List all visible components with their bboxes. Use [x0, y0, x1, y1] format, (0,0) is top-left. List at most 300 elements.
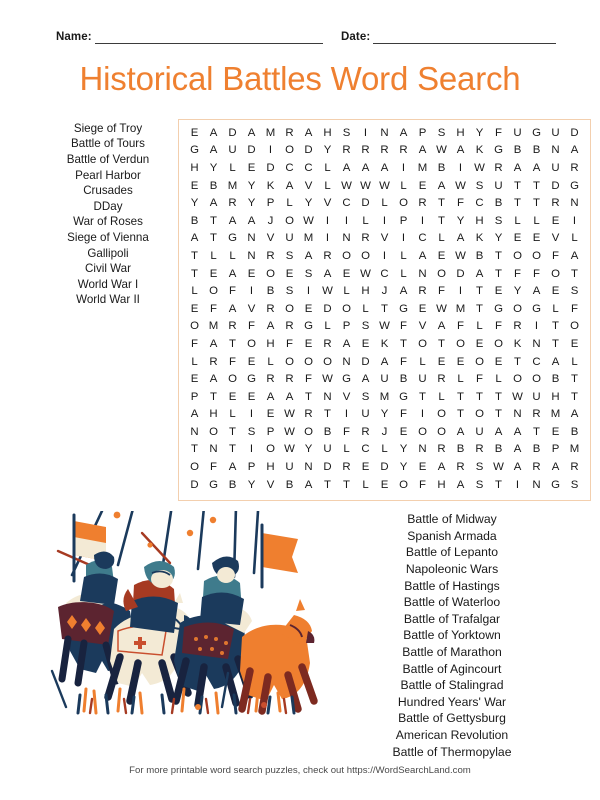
grid-cell[interactable]: T [571, 373, 578, 386]
grid-cell[interactable]: D [361, 197, 370, 210]
grid-cell[interactable]: L [381, 197, 388, 210]
grid-cell[interactable]: N [247, 232, 256, 245]
grid-cell[interactable]: R [494, 161, 503, 174]
grid-cell[interactable]: R [437, 373, 446, 386]
grid-cell[interactable]: O [399, 478, 408, 491]
grid-cell[interactable]: R [532, 408, 541, 421]
grid-cell[interactable]: W [455, 249, 466, 262]
grid-cell[interactable]: T [495, 478, 502, 491]
grid-cell[interactable]: Y [456, 214, 465, 227]
grid-cell[interactable]: Y [190, 197, 199, 210]
grid-cell[interactable]: J [381, 285, 388, 298]
grid-cell[interactable]: O [532, 373, 541, 386]
grid-cell[interactable]: A [266, 320, 275, 333]
grid-cell[interactable]: B [456, 443, 465, 456]
grid-cell[interactable]: H [361, 285, 370, 298]
grid-cell[interactable]: A [456, 144, 465, 157]
grid-cell[interactable]: B [494, 197, 503, 210]
grid-cell[interactable]: V [342, 390, 351, 403]
grid-cell[interactable]: I [249, 285, 254, 298]
grid-cell[interactable]: R [266, 373, 275, 386]
grid-cell[interactable]: G [304, 320, 313, 333]
grid-cell[interactable]: E [361, 461, 370, 474]
grid-cell[interactable]: A [399, 285, 408, 298]
grid-cell[interactable]: T [552, 320, 559, 333]
grid-cell[interactable]: T [533, 197, 540, 210]
grid-cell[interactable]: B [513, 144, 522, 157]
grid-cell[interactable]: V [551, 232, 560, 245]
grid-cell[interactable]: I [325, 214, 330, 227]
grid-cell[interactable]: D [247, 144, 256, 157]
grid-cell[interactable]: A [456, 478, 465, 491]
grid-cell[interactable]: R [437, 443, 446, 456]
grid-cell[interactable]: G [494, 302, 503, 315]
grid-cell[interactable]: E [475, 337, 484, 350]
grid-cell[interactable]: E [304, 302, 313, 315]
grid-cell[interactable]: V [247, 302, 256, 315]
grid-cell[interactable]: O [475, 408, 484, 421]
grid-cell[interactable]: W [303, 214, 314, 227]
grid-cell[interactable]: A [570, 408, 579, 421]
grid-cell[interactable]: U [285, 461, 294, 474]
grid-cell[interactable]: A [532, 161, 541, 174]
grid-cell[interactable]: H [266, 337, 275, 350]
grid-cell[interactable]: L [400, 249, 407, 262]
grid-cell[interactable]: N [247, 249, 256, 262]
grid-cell[interactable]: L [362, 302, 369, 315]
grid-cell[interactable]: N [570, 197, 579, 210]
grid-cell[interactable]: E [532, 232, 541, 245]
grid-cell[interactable]: I [306, 285, 311, 298]
grid-cell[interactable]: F [343, 425, 350, 438]
grid-cell[interactable]: T [210, 232, 217, 245]
grid-cell[interactable]: O [513, 373, 522, 386]
grid-cell[interactable]: E [190, 302, 199, 315]
grid-cell[interactable]: N [418, 443, 427, 456]
grid-cell[interactable]: T [514, 355, 521, 368]
grid-cell[interactable]: S [570, 285, 579, 298]
grid-cell[interactable]: A [494, 425, 503, 438]
grid-cell[interactable]: I [363, 126, 368, 139]
grid-cell[interactable]: A [437, 461, 446, 474]
grid-cell[interactable]: E [304, 337, 313, 350]
grid-cell[interactable]: Y [380, 408, 389, 421]
grid-cell[interactable]: T [457, 408, 464, 421]
grid-cell[interactable]: N [342, 355, 351, 368]
grid-cell[interactable]: U [513, 126, 522, 139]
grid-cell[interactable]: L [229, 161, 236, 174]
grid-cell[interactable]: S [342, 126, 351, 139]
grid-cell[interactable]: E [190, 126, 199, 139]
grid-cell[interactable]: T [400, 337, 407, 350]
grid-cell[interactable]: T [571, 267, 578, 280]
grid-cell[interactable]: D [190, 478, 199, 491]
grid-cell[interactable]: D [304, 144, 313, 157]
grid-cell[interactable]: L [229, 408, 236, 421]
grid-cell[interactable]: O [285, 355, 294, 368]
grid-cell[interactable]: I [420, 408, 425, 421]
grid-cell[interactable]: A [304, 126, 313, 139]
grid-cell[interactable]: O [570, 320, 579, 333]
grid-cell[interactable]: W [493, 461, 504, 474]
grid-cell[interactable]: T [343, 478, 350, 491]
grid-cell[interactable]: R [266, 302, 275, 315]
grid-cell[interactable]: H [323, 126, 332, 139]
grid-cell[interactable]: H [551, 390, 560, 403]
grid-cell[interactable]: D [323, 461, 332, 474]
grid-cell[interactable]: S [304, 267, 313, 280]
grid-cell[interactable]: S [570, 478, 579, 491]
grid-cell[interactable]: L [324, 179, 331, 192]
grid-cell[interactable]: N [532, 478, 541, 491]
grid-cell[interactable]: G [570, 179, 579, 192]
grid-cell[interactable]: U [494, 179, 503, 192]
grid-cell[interactable]: F [305, 373, 312, 386]
grid-cell[interactable]: N [551, 144, 560, 157]
grid-cell[interactable]: T [495, 408, 502, 421]
grid-cell[interactable]: E [342, 267, 351, 280]
grid-cell[interactable]: O [437, 267, 446, 280]
grid-cell[interactable]: U [285, 232, 294, 245]
grid-cell[interactable]: B [437, 161, 446, 174]
grid-cell[interactable]: T [438, 197, 445, 210]
grid-cell[interactable]: S [361, 320, 370, 333]
grid-cell[interactable]: K [380, 337, 389, 350]
grid-cell[interactable]: A [513, 461, 522, 474]
grid-cell[interactable]: G [532, 126, 541, 139]
grid-cell[interactable]: W [436, 302, 447, 315]
grid-cell[interactable]: U [551, 126, 560, 139]
grid-cell[interactable]: T [495, 249, 502, 262]
grid-cell[interactable]: T [476, 302, 483, 315]
grid-cell[interactable]: F [457, 320, 464, 333]
grid-cell[interactable]: T [229, 425, 236, 438]
grid-cell[interactable]: F [191, 337, 198, 350]
grid-cell[interactable]: T [552, 337, 559, 350]
grid-cell[interactable]: O [285, 144, 294, 157]
grid-cell[interactable]: O [228, 373, 237, 386]
grid-cell[interactable]: O [513, 302, 522, 315]
grid-cell[interactable]: D [266, 161, 275, 174]
grid-cell[interactable]: A [551, 355, 560, 368]
grid-cell[interactable]: M [227, 179, 238, 192]
grid-cell[interactable]: W [379, 320, 390, 333]
grid-cell[interactable]: B [532, 443, 541, 456]
grid-cell[interactable]: L [286, 197, 293, 210]
grid-cell[interactable]: O [323, 355, 332, 368]
grid-cell[interactable]: D [456, 267, 465, 280]
grid-cell[interactable]: L [533, 214, 540, 227]
grid-cell[interactable]: L [267, 355, 274, 368]
grid-cell[interactable]: I [572, 214, 577, 227]
grid-cell[interactable]: E [494, 355, 503, 368]
grid-cell[interactable]: A [285, 179, 294, 192]
grid-cell[interactable]: O [456, 337, 465, 350]
grid-cell[interactable]: A [551, 461, 560, 474]
grid-cell[interactable]: A [304, 478, 313, 491]
grid-cell[interactable]: O [342, 302, 351, 315]
grid-cell[interactable]: T [571, 390, 578, 403]
grid-cell[interactable]: T [229, 337, 236, 350]
grid-cell[interactable]: L [419, 355, 426, 368]
grid-cell[interactable]: K [475, 232, 484, 245]
grid-cell[interactable]: E [285, 267, 294, 280]
grid-cell[interactable]: O [247, 337, 256, 350]
grid-cell[interactable]: O [266, 267, 275, 280]
grid-cell[interactable]: A [418, 144, 427, 157]
grid-cell[interactable]: Y [247, 179, 256, 192]
grid-cell[interactable]: U [418, 373, 427, 386]
grid-cell[interactable]: D [228, 126, 237, 139]
grid-cell[interactable]: O [494, 337, 503, 350]
grid-cell[interactable]: A [190, 408, 199, 421]
grid-cell[interactable]: S [285, 249, 294, 262]
grid-cell[interactable]: U [380, 373, 389, 386]
grid-cell[interactable]: I [382, 249, 387, 262]
grid-cell[interactable]: R [361, 425, 370, 438]
grid-cell[interactable]: U [532, 390, 541, 403]
grid-cell[interactable]: P [266, 197, 275, 210]
grid-cell[interactable]: T [438, 337, 445, 350]
grid-cell[interactable]: A [456, 232, 465, 245]
grid-cell[interactable]: E [399, 425, 408, 438]
grid-cell[interactable]: T [514, 197, 521, 210]
grid-cell[interactable]: A [228, 267, 237, 280]
grid-cell[interactable]: R [551, 197, 560, 210]
grid-cell[interactable]: A [247, 126, 256, 139]
grid-cell[interactable]: F [476, 373, 483, 386]
grid-cell[interactable]: L [571, 355, 578, 368]
grid-cell[interactable]: R [361, 144, 370, 157]
grid-cell[interactable]: Y [399, 443, 408, 456]
grid-cell[interactable]: N [513, 408, 522, 421]
grid-cell[interactable]: D [570, 126, 579, 139]
grid-cell[interactable]: B [475, 249, 484, 262]
grid-cell[interactable]: O [266, 443, 275, 456]
grid-cell[interactable]: A [380, 355, 389, 368]
grid-cell[interactable]: O [209, 285, 218, 298]
grid-cell[interactable]: L [210, 249, 217, 262]
grid-cell[interactable]: T [495, 390, 502, 403]
grid-cell[interactable]: A [285, 390, 294, 403]
grid-cell[interactable]: I [382, 214, 387, 227]
grid-cell[interactable]: F [229, 285, 236, 298]
grid-cell[interactable]: K [475, 144, 484, 157]
grid-cell[interactable]: B [266, 285, 275, 298]
grid-cell[interactable]: N [304, 461, 313, 474]
grid-cell[interactable]: L [362, 214, 369, 227]
grid-cell[interactable]: H [475, 214, 484, 227]
grid-cell[interactable]: W [360, 267, 371, 280]
grid-cell[interactable]: B [209, 179, 218, 192]
grid-cell[interactable]: E [247, 267, 256, 280]
grid-cell[interactable]: E [456, 355, 465, 368]
grid-cell[interactable]: O [304, 425, 313, 438]
grid-cell[interactable]: A [513, 161, 522, 174]
grid-cell[interactable]: F [210, 302, 217, 315]
grid-cell[interactable]: C [532, 355, 541, 368]
grid-cell[interactable]: S [475, 461, 484, 474]
grid-cell[interactable]: R [475, 443, 484, 456]
grid-cell[interactable]: G [247, 373, 256, 386]
grid-cell[interactable]: O [190, 320, 199, 333]
grid-cell[interactable]: B [323, 425, 332, 438]
grid-cell[interactable]: R [418, 197, 427, 210]
grid-cell[interactable]: C [475, 197, 484, 210]
grid-cell[interactable]: R [570, 461, 579, 474]
grid-cell[interactable]: I [268, 144, 273, 157]
grid-cell[interactable]: F [419, 478, 426, 491]
grid-cell[interactable]: F [400, 320, 407, 333]
grid-cell[interactable]: S [494, 214, 503, 227]
grid-cell[interactable]: A [570, 144, 579, 157]
grid-cell[interactable]: L [457, 373, 464, 386]
grid-cell[interactable]: A [361, 373, 370, 386]
grid-cell[interactable]: A [456, 425, 465, 438]
grid-cell[interactable]: E [361, 337, 370, 350]
grid-cell[interactable]: Y [247, 197, 256, 210]
grid-cell[interactable]: P [551, 443, 560, 456]
grid-cell[interactable]: A [475, 267, 484, 280]
grid-cell[interactable]: O [437, 408, 446, 421]
grid-cell[interactable]: Y [323, 144, 332, 157]
grid-cell[interactable]: L [343, 285, 350, 298]
grid-cell[interactable]: E [551, 285, 560, 298]
grid-cell[interactable]: W [474, 161, 485, 174]
grid-cell[interactable]: I [344, 408, 349, 421]
grid-cell[interactable]: E [551, 425, 560, 438]
grid-cell[interactable]: L [191, 285, 198, 298]
grid-cell[interactable]: Y [399, 461, 408, 474]
grid-cell[interactable]: A [228, 214, 237, 227]
grid-cell[interactable]: Y [475, 126, 484, 139]
grid-cell[interactable]: H [456, 126, 465, 139]
grid-cell[interactable]: R [570, 161, 579, 174]
grid-cell[interactable]: L [438, 390, 445, 403]
grid-cell[interactable]: E [418, 302, 427, 315]
grid-cell[interactable]: V [266, 232, 275, 245]
grid-cell[interactable]: G [532, 302, 541, 315]
grid-cell[interactable]: Y [304, 197, 313, 210]
grid-cell[interactable]: P [418, 126, 427, 139]
grid-cell[interactable]: V [418, 320, 427, 333]
grid-cell[interactable]: M [417, 161, 428, 174]
grid-cell[interactable]: A [266, 390, 275, 403]
grid-cell[interactable]: H [190, 161, 199, 174]
grid-cell[interactable]: R [266, 249, 275, 262]
grid-cell[interactable]: W [322, 285, 333, 298]
grid-cell[interactable]: M [550, 408, 561, 421]
grid-cell[interactable]: O [342, 249, 351, 262]
grid-cell[interactable]: E [513, 232, 522, 245]
grid-cell[interactable]: B [551, 373, 560, 386]
grid-cell[interactable]: E [247, 355, 256, 368]
grid-cell[interactable]: A [209, 373, 218, 386]
grid-cell[interactable]: R [513, 320, 522, 333]
grid-cell[interactable]: T [229, 443, 236, 456]
grid-cell[interactable]: S [361, 390, 370, 403]
grid-cell[interactable]: G [228, 232, 237, 245]
grid-cell[interactable]: S [475, 478, 484, 491]
grid-cell[interactable]: O [513, 249, 522, 262]
grid-cell[interactable]: A [532, 285, 541, 298]
grid-cell[interactable]: A [437, 320, 446, 333]
grid-cell[interactable]: V [323, 197, 332, 210]
grid-cell[interactable]: L [571, 232, 578, 245]
grid-cell[interactable]: T [191, 267, 198, 280]
grid-cell[interactable]: F [552, 249, 559, 262]
grid-cell[interactable]: R [361, 232, 370, 245]
grid-cell[interactable]: G [399, 390, 408, 403]
grid-cell[interactable]: I [325, 232, 330, 245]
grid-cell[interactable]: L [438, 232, 445, 245]
grid-cell[interactable]: M [208, 320, 219, 333]
grid-cell[interactable]: A [228, 302, 237, 315]
grid-cell[interactable]: G [494, 144, 503, 157]
grid-cell[interactable]: F [457, 197, 464, 210]
grid-cell[interactable]: E [437, 249, 446, 262]
grid-cell[interactable]: U [475, 425, 484, 438]
grid-cell[interactable]: C [380, 267, 389, 280]
grid-cell[interactable]: R [418, 285, 427, 298]
name-input-line[interactable] [95, 42, 323, 44]
grid-cell[interactable]: I [401, 161, 406, 174]
grid-cell[interactable]: E [437, 355, 446, 368]
grid-cell[interactable]: G [399, 302, 408, 315]
grid-cell[interactable]: M [303, 232, 314, 245]
grid-cell[interactable]: T [457, 390, 464, 403]
grid-cell[interactable]: P [247, 461, 256, 474]
grid-cell[interactable]: V [380, 232, 389, 245]
grid-cell[interactable]: U [323, 443, 332, 456]
grid-cell[interactable]: Y [494, 232, 503, 245]
grid-cell[interactable]: N [342, 232, 351, 245]
grid-cell[interactable]: T [191, 443, 198, 456]
grid-cell[interactable]: R [228, 197, 237, 210]
grid-cell[interactable]: R [209, 355, 218, 368]
grid-cell[interactable]: T [305, 390, 312, 403]
grid-cell[interactable]: N [190, 425, 199, 438]
grid-cell[interactable]: L [362, 478, 369, 491]
grid-cell[interactable]: T [438, 214, 445, 227]
grid-cell[interactable]: O [437, 425, 446, 438]
grid-cell[interactable]: L [552, 302, 559, 315]
grid-cell[interactable]: R [532, 461, 541, 474]
grid-cell[interactable]: W [284, 443, 295, 456]
grid-cell[interactable]: L [381, 443, 388, 456]
grid-cell[interactable]: E [570, 337, 579, 350]
grid-cell[interactable]: R [380, 144, 389, 157]
grid-cell[interactable]: C [342, 197, 351, 210]
grid-cell[interactable]: W [322, 373, 333, 386]
grid-cell[interactable]: V [304, 179, 313, 192]
grid-cell[interactable]: A [513, 425, 522, 438]
grid-cell[interactable]: B [494, 443, 503, 456]
grid-cell[interactable]: B [399, 373, 408, 386]
date-input-line[interactable] [373, 42, 556, 44]
grid-cell[interactable]: I [534, 320, 539, 333]
grid-cell[interactable]: R [399, 144, 408, 157]
grid-cell[interactable]: O [418, 337, 427, 350]
grid-cell[interactable]: J [381, 425, 388, 438]
grid-cell[interactable]: T [533, 425, 540, 438]
grid-cell[interactable]: N [209, 443, 218, 456]
grid-cell[interactable]: G [209, 478, 218, 491]
grid-cell[interactable]: O [285, 214, 294, 227]
grid-cell[interactable]: N [532, 337, 541, 350]
grid-cell[interactable]: Y [209, 161, 218, 174]
grid-cell[interactable]: O [418, 425, 427, 438]
